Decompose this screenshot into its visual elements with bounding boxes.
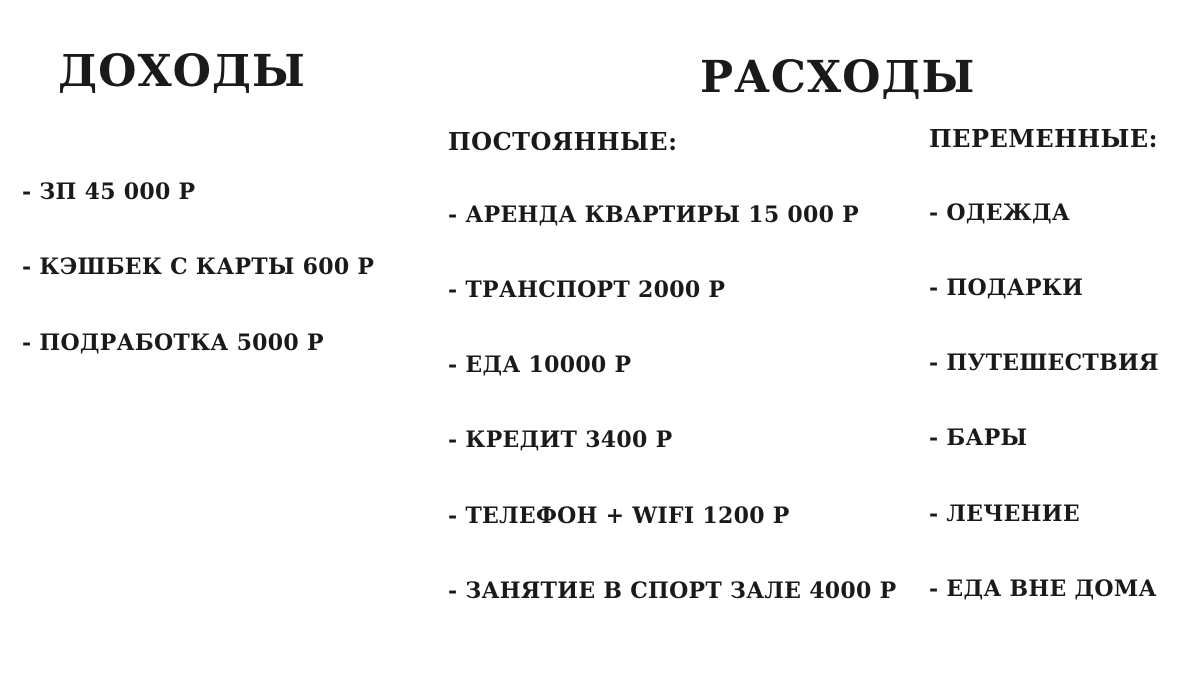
variable-expense-item: - БАРЫ xyxy=(929,425,1028,451)
fixed-expense-item: - ЗАНЯТИЕ В СПОРТ ЗАЛЕ 4000 Р xyxy=(448,578,897,604)
variable-expense-item: - ЕДА ВНЕ ДОМА xyxy=(929,576,1157,602)
fixed-expenses-title: ПОСТОЯННЫЕ: xyxy=(448,127,678,156)
income-item: - ЗП 45 000 Р xyxy=(22,179,196,205)
income-title: ДОХОДЫ xyxy=(58,46,306,97)
fixed-expense-item: - КРЕДИТ 3400 Р xyxy=(448,427,673,453)
expenses-title: РАСХОДЫ xyxy=(700,52,976,103)
income-item: - КЭШБЕК С КАРТЫ 600 Р xyxy=(22,254,375,280)
variable-expense-item: - ЛЕЧЕНИЕ xyxy=(929,501,1080,527)
variable-expense-item: - ПОДАРКИ xyxy=(929,275,1084,301)
fixed-expense-item: - ТЕЛЕФОН + WIFI 1200 Р xyxy=(448,503,790,529)
variable-expense-item: - ОДЕЖДА xyxy=(929,200,1071,226)
fixed-expense-item: - АРЕНДА КВАРТИРЫ 15 000 Р xyxy=(448,202,860,228)
income-item: - ПОДРАБОТКА 5000 Р xyxy=(22,330,324,356)
variable-expense-item: - ПУТЕШЕСТВИЯ xyxy=(929,350,1159,376)
fixed-expense-item: - ЕДА 10000 Р xyxy=(448,352,632,378)
variable-expenses-title: ПЕРЕМЕННЫЕ: xyxy=(929,124,1158,153)
fixed-expense-item: - ТРАНСПОРТ 2000 Р xyxy=(448,277,726,303)
